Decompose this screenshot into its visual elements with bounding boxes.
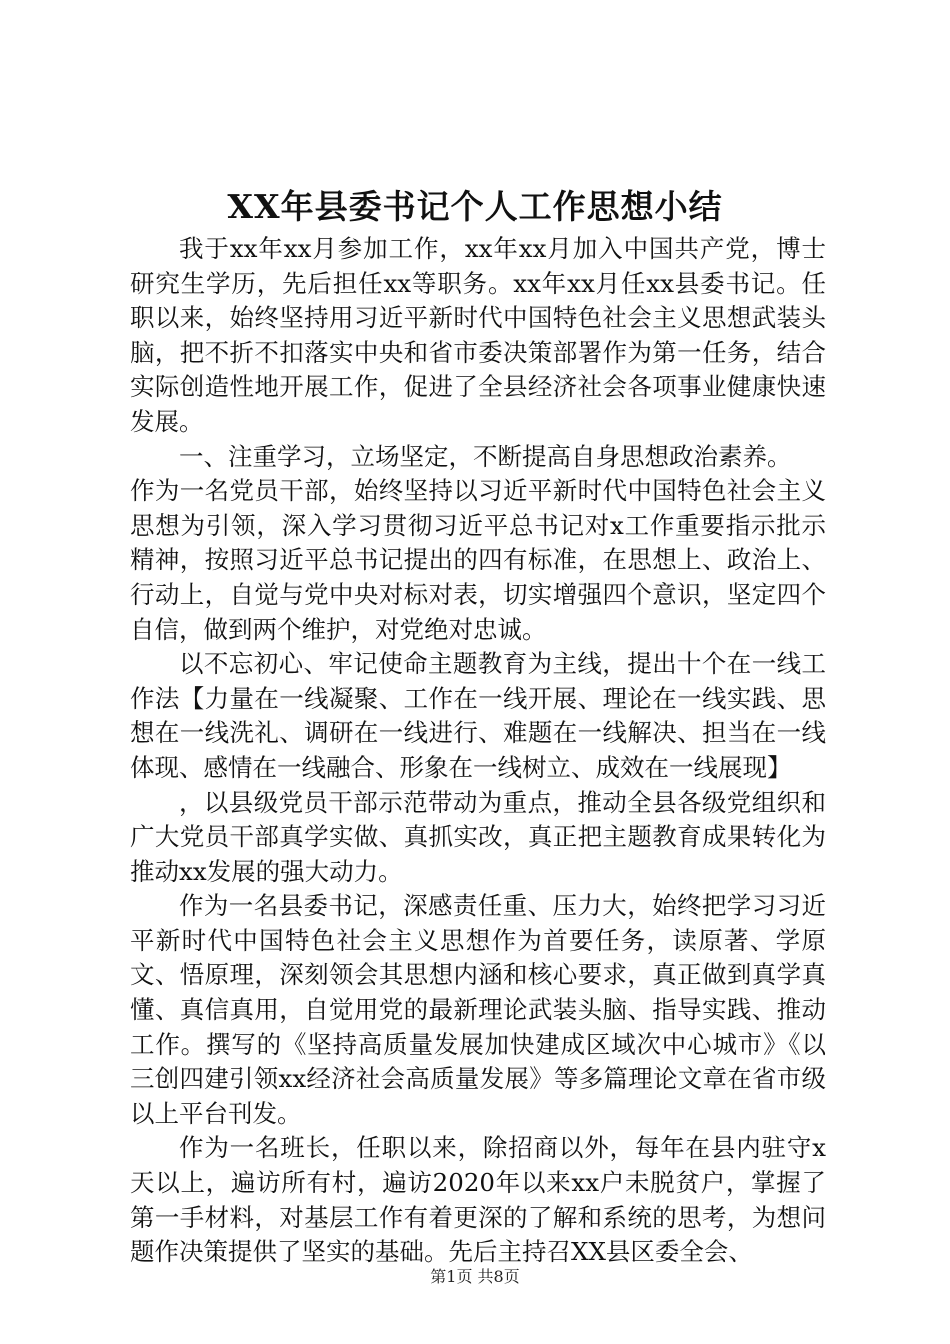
page-footer: 第1页 共8页 — [430, 1267, 520, 1286]
paragraph-demonstration: ，以县级党员干部示范带动为重点，推动全县各级党组织和广大党员干部真学实做、真抓实改，真正把主题教育成果转化为推动xx发展的强大动力。 — [130, 787, 826, 886]
paragraph-party-member: 作为一名党员干部，始终坚持以习近平新时代中国特色社会主义思想为引领，深入学习贯彻习近平总书记对x工作重要指示批示精神，按照习近平总书记提出的四有标准，在思想上、政治上、行动上，自觉与党中央对标对表，切实增强四个意识，坚定四个自信，做到两个维护，对党绝对忠诚。 — [130, 476, 826, 644]
document-title: XX年县委书记个人工作思想小结 — [227, 187, 723, 226]
section-heading-1: 一、注重学习，立场坚定，不断提高自身思想政治素养。 — [179, 441, 792, 471]
paragraph-intro: 我于xx年xx月参加工作，xx年xx月加入中国共产党，博士研究生学历，先后担任xx等职务。xx年xx月任xx县委书记。任职以来，始终坚持用习近平新时代中国特色社会主义思想武装头脑，把不折不扣落实中央和省市委决策部署作为第一任务，结合实际创造性地开展工作，促进了全县经济社会各项事业健康快速发展。 — [130, 234, 826, 436]
paragraph-team-leader: 作为一名班长，任职以来，除招商以外，每年在县内驻守x天以上，遍访所有村，遍访2020年以来xx户未脱贫户，掌握了第一手材料，对基层工作有着更深的了解和系统的思考，为想问题作决策提供了坚实的基础。先后主持召XX县区委全会、 — [130, 1133, 826, 1267]
paragraph-secretary-study: 作为一名县委书记，深感责任重、压力大，始终把学习习近平新时代中国特色社会主义思想作为首要任务，读原著、学原文、悟原理，深刻领会其思想内涵和核心要求，真正做到真学真懂、真信真用，自觉用党的最新理论武装头脑、指导实践、推动工作。撰写的《坚持高质量发展加快建成区域次中心城市》《以三创四建引领xx经济社会高质量发展》等多篇理论文章在省市级以上平台刊发。 — [130, 891, 826, 1128]
paragraph-ten-frontline: 以不忘初心、牢记使命主题教育为主线，提出十个在一线工作法【力量在一线凝聚、工作在一线开展、理论在一线实践、思想在一线洗礼、调研在一线进行、难题在一线解决、担当在一线体现、感情在一线融合、形象在一线树立、成效在一线展现】 — [130, 649, 826, 782]
document-body — [130, 232, 826, 1270]
